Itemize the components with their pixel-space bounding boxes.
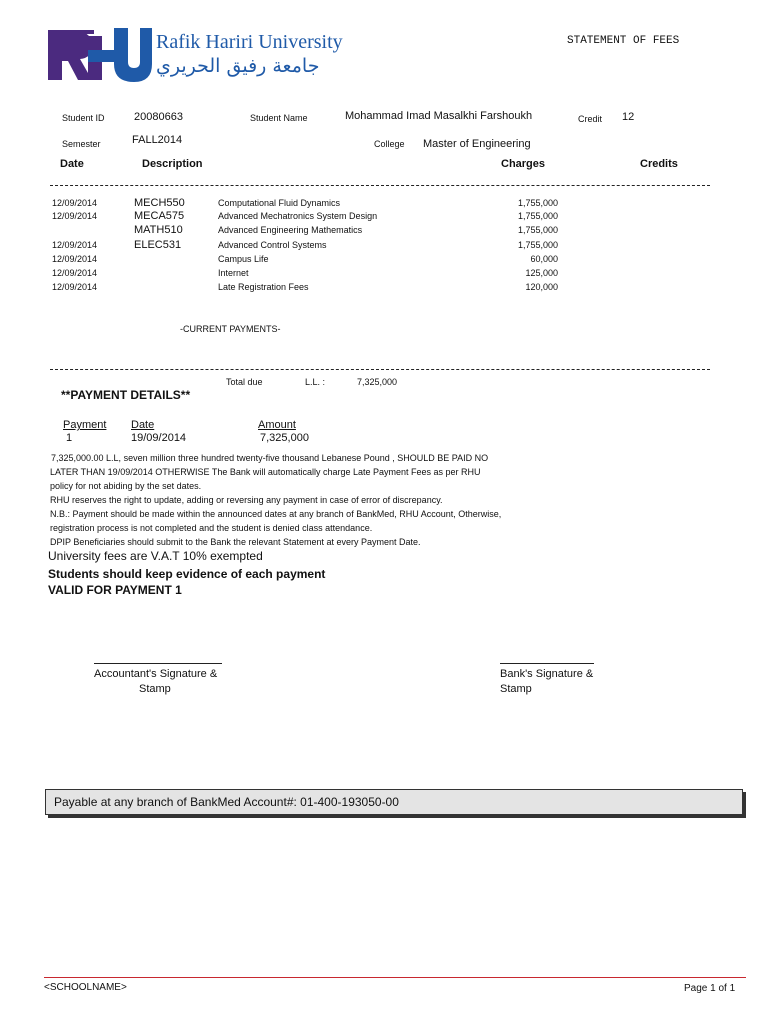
accountant-stamp-label: Stamp <box>139 683 171 695</box>
footer-page-number: Page 1 of 1 <box>684 983 736 994</box>
row-date: 12/09/2014 <box>52 198 98 208</box>
row-date: 12/09/2014 <box>52 240 98 250</box>
college-value: Master of Engineering <box>423 138 531 150</box>
student-name-label: Student Name <box>250 113 308 123</box>
payable-text: Payable at any branch of BankMed Account#: 01-400-193050-00 <box>54 795 399 809</box>
payment-details-title: **PAYMENT DETAILS** <box>61 388 191 402</box>
logo-letter-u <box>114 28 152 82</box>
payment-date: 19/09/2014 <box>131 432 187 444</box>
bank-stamp-label: Stamp <box>500 683 532 695</box>
row-date: 12/09/2014 <box>52 282 98 292</box>
rhu-logo <box>48 28 152 84</box>
college-label: College <box>374 139 405 149</box>
payment-header-amount: Amount <box>258 419 296 431</box>
table-row <box>52 211 572 225</box>
row-description: Computational Fluid Dynamics <box>218 198 341 208</box>
accountant-signature-line <box>94 663 222 664</box>
table-row <box>52 240 572 254</box>
credit-label: Credit <box>578 114 603 124</box>
row-description: Late Registration Fees <box>218 282 309 292</box>
total-due-value: 7,325,000 <box>357 377 398 387</box>
table-row <box>52 225 572 239</box>
row-charge: 125,000 <box>525 268 558 278</box>
footer-divider <box>44 977 746 978</box>
currency-label: L.L. : <box>305 377 326 387</box>
semester-value: FALL2014 <box>132 134 183 146</box>
row-code: MECA575 <box>134 210 185 222</box>
row-description: Advanced Control Systems <box>218 240 327 250</box>
row-date: 12/09/2014 <box>52 268 98 278</box>
row-code: MATH510 <box>134 224 183 236</box>
row-charge: 1,755,000 <box>517 225 558 235</box>
payment-notes <box>50 451 570 549</box>
row-description: Advanced Engineering Mathematics <box>218 225 363 235</box>
credit-value: 12 <box>622 111 635 123</box>
row-date: 12/09/2014 <box>52 211 98 221</box>
row-charge: 1,755,000 <box>517 211 558 221</box>
row-description: Campus Life <box>218 254 269 264</box>
row-code: ELEC531 <box>134 239 182 251</box>
note-line: LATER THAN 19/09/2014 OTHERWISE The Bank will automatically charge Late Payment Fees as per RHU <box>50 467 481 477</box>
valid-for-payment: VALID FOR PAYMENT 1 <box>48 583 182 597</box>
student-name-value: Mohammad Imad Masalkhi Farshoukh <box>345 110 533 122</box>
row-charge: 120,000 <box>525 282 558 292</box>
student-id-value: 20080663 <box>134 111 183 123</box>
row-charge: 1,755,000 <box>517 240 558 250</box>
accountant-signature-label: Accountant's Signature & <box>94 668 218 680</box>
header-description: Description <box>142 158 203 170</box>
dashed-divider-top <box>50 185 710 186</box>
vat-note: University fees are V.A.T 10% exempted <box>48 549 263 563</box>
note-line: DPIP Beneficiaries should submit to the Bank the relevant Statement at every Payment Date. <box>50 537 421 547</box>
header-credits: Credits <box>640 158 678 170</box>
note-line: N.B.: Payment should be made within the announced dates at any branch of BankMed, RHU Account, Otherwise, <box>50 509 502 519</box>
bank-signature-line <box>500 663 594 664</box>
dashed-divider-bottom <box>50 369 710 370</box>
row-description: Internet <box>218 268 249 278</box>
semester-label: Semester <box>62 139 101 149</box>
current-payments-label: -CURRENT PAYMENTS- <box>180 324 281 334</box>
row-charge: 60,000 <box>530 254 558 264</box>
university-name-en: Rafik Hariri University <box>156 31 343 53</box>
student-id-label: Student ID <box>62 113 105 123</box>
note-line: registration process is not completed and the student is denied class attendance. <box>50 523 373 533</box>
row-date: 12/09/2014 <box>52 254 98 264</box>
table-row <box>52 282 572 296</box>
row-description: Advanced Mechatronics System Design <box>218 211 378 221</box>
university-name-ar: جامعة رفيق الحريري <box>156 55 320 77</box>
logo-letter-r <box>48 30 94 80</box>
bank-signature-label: Bank's Signature & <box>500 668 594 680</box>
row-code: MECH550 <box>134 197 185 209</box>
note-line: RHU reserves the right to update, adding or reversing any payment in case of error of discrepancy. <box>50 495 443 505</box>
table-row <box>52 198 572 212</box>
payment-amount: 7,325,000 <box>260 432 309 444</box>
header-charges: Charges <box>501 158 546 170</box>
footer-school-name: <SCHOOLNAME> <box>44 982 127 993</box>
payment-number: 1 <box>66 432 73 444</box>
note-line: policy for not abiding by the set dates. <box>50 481 202 491</box>
table-row <box>52 268 572 282</box>
row-charge: 1,755,000 <box>517 198 558 208</box>
total-due-label: Total due <box>226 377 263 387</box>
evidence-note: Students should keep evidence of each payment <box>48 567 326 581</box>
document-title: STATEMENT OF FEES <box>567 35 680 47</box>
payment-header-payment: Payment <box>63 419 107 431</box>
payment-header-date: Date <box>131 419 155 431</box>
table-row <box>52 254 572 268</box>
payable-box <box>45 789 743 815</box>
header-date: Date <box>60 158 84 170</box>
note-line: 7,325,000.00 L.L, seven million three hundred twenty-five thousand Lebanese Pound , SHOULD BE PAID NO <box>51 453 489 463</box>
